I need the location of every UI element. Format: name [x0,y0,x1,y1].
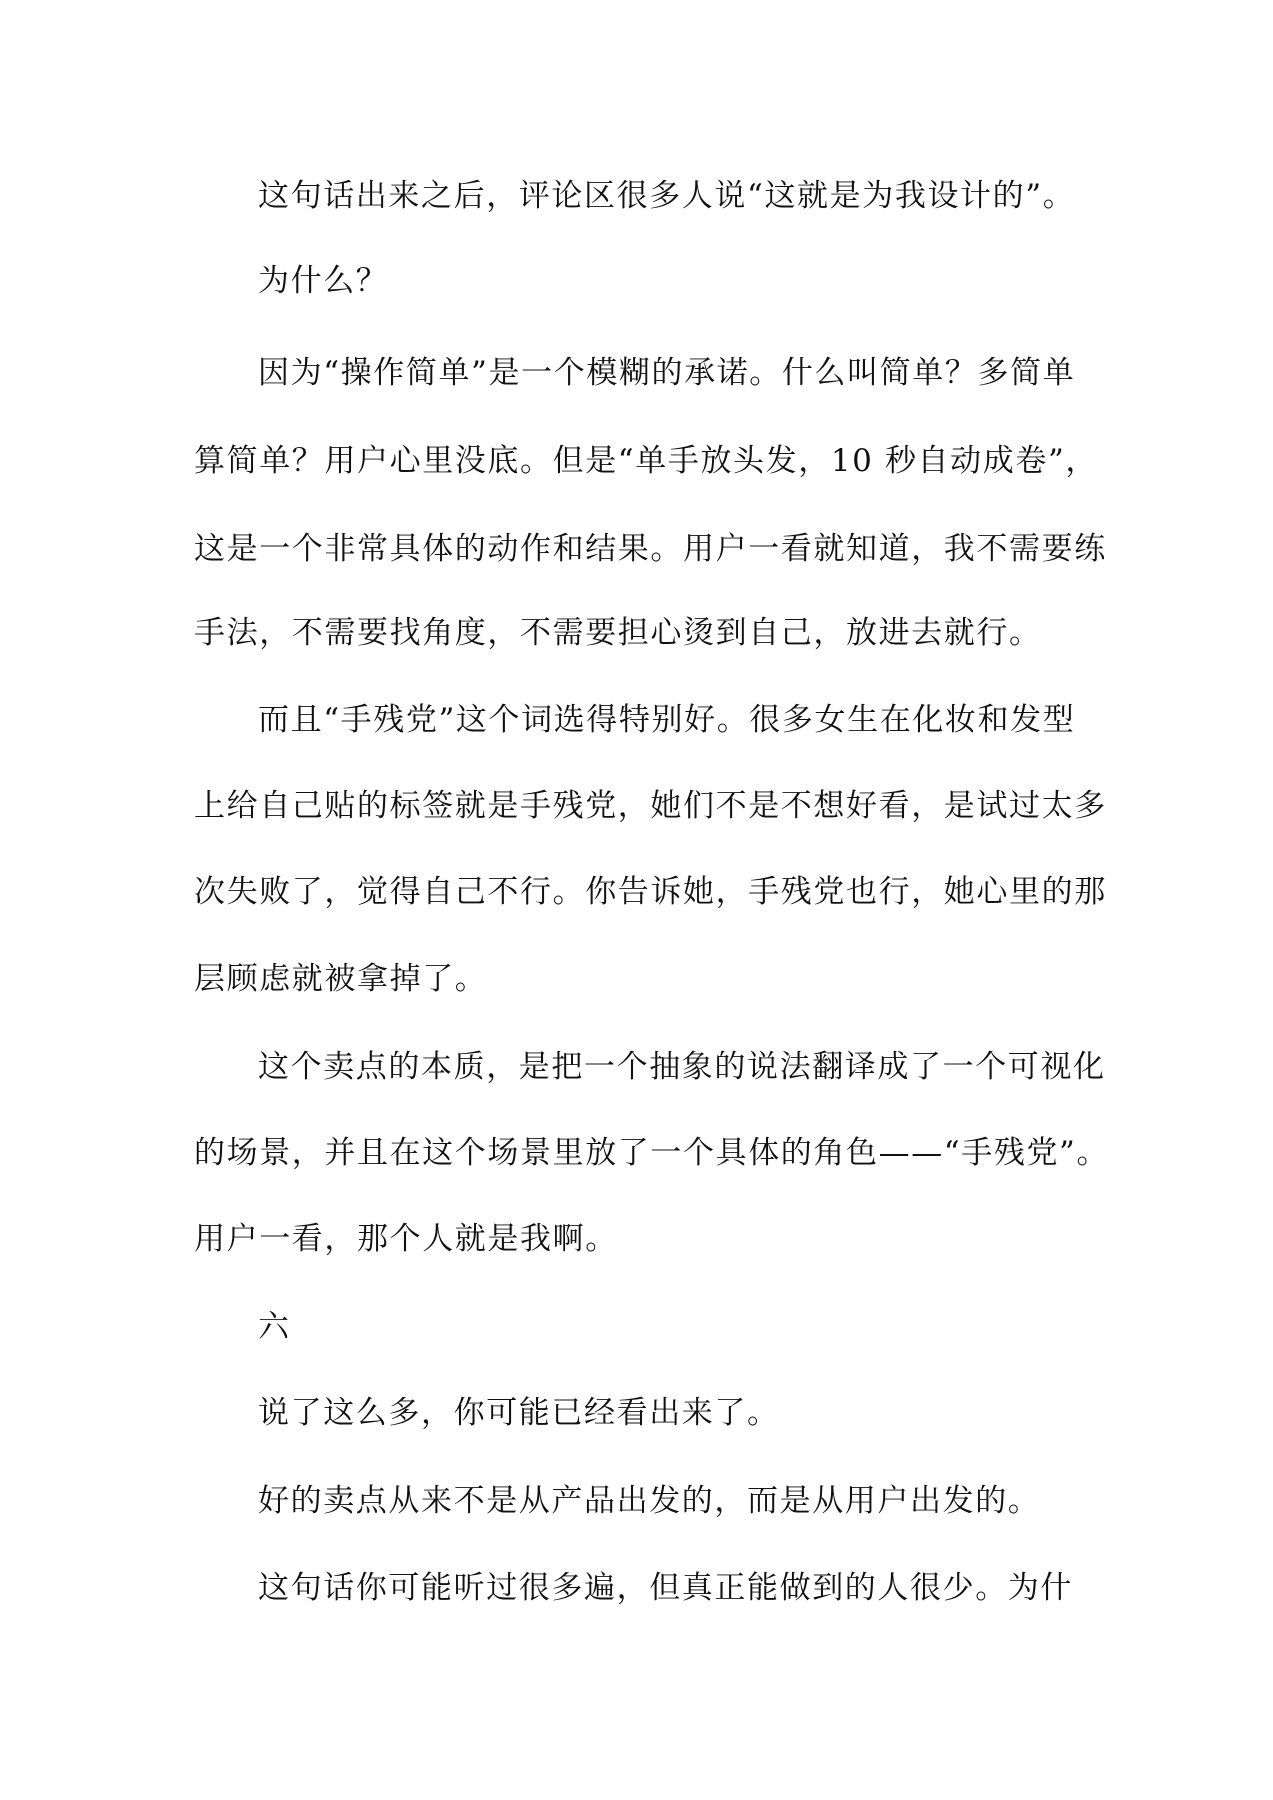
paragraph-line: 这是一个非常具体的动作和结果。用户一看就知道，我不需要练 [194,531,1107,567]
paragraph-line: 的场景，并且在这个场景里放了一个具体的角色——“手残党”。 [194,1135,1110,1171]
paragraph-line: 说了这么多，你可能已经看出来了。 [258,1395,780,1431]
paragraph-line: 因为“操作简单”是一个模糊的承诺。什么叫简单？多简单 [258,355,1076,391]
paragraph-line: 而且“手残党”这个词选得特别好。很多女生在化妆和发型 [258,702,1076,738]
paragraph-line: 用户一看，那个人就是我啊。 [194,1221,618,1257]
paragraph-line: 这句话你可能听过很多遍，但真正能做到的人很少。为什 [258,1570,1073,1606]
paragraph-line: 这个卖点的本质，是把一个抽象的说法翻译成了一个可视化 [258,1049,1106,1085]
paragraph-line: 层顾虑就被拿掉了。 [194,961,488,997]
paragraph-line: 手法，不需要找角度，不需要担心烫到自己，放进去就行。 [194,615,1042,651]
paragraph-line: 好的卖点从来不是从产品出发的，而是从用户出发的。 [258,1483,1041,1519]
paragraph-line: 次失败了，觉得自己不行。你告诉她，手残党也行，她心里的那 [194,874,1107,910]
paragraph-line: 算简单？用户心里没底。但是“单手放头发，10 秒自动成卷”， [194,443,1098,479]
paragraph-line: 上给自己贴的标签就是手残党，她们不是不想好看，是试过太多 [194,788,1107,824]
section-heading: 六 [258,1309,291,1345]
paragraph-line: 这句话出来之后，评论区很多人说“这就是为我设计的”。 [258,178,1076,214]
paragraph-line: 为什么？ [258,263,389,299]
